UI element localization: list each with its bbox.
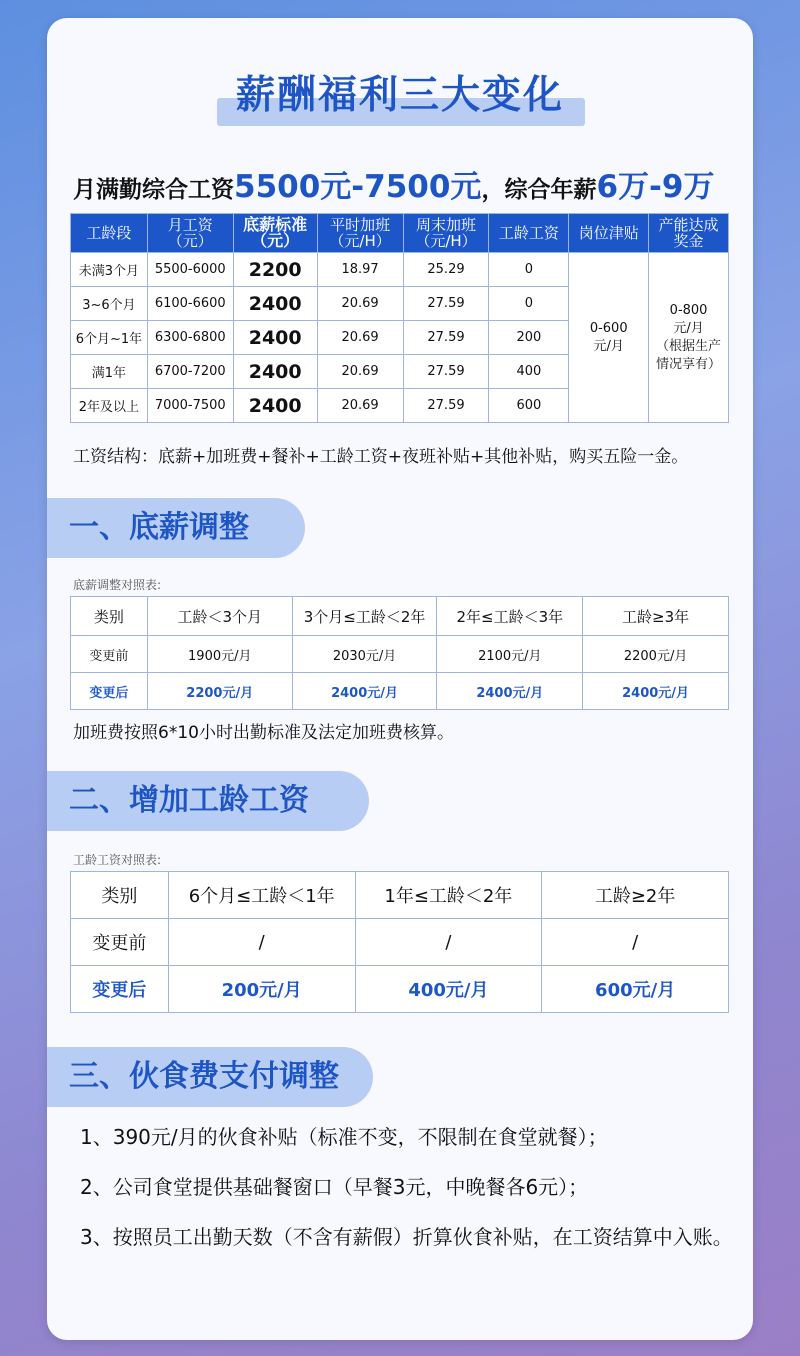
table-cell: / (355, 919, 542, 966)
monthly-cell: 6100-6600 (147, 287, 233, 321)
seniority-cell: 6个月~1年 (71, 321, 148, 355)
summary-mid: ，综合年薪 (481, 177, 597, 203)
summary-prefix: 月满勤综合工资 (73, 177, 234, 203)
table-cell: 2400元/月 (437, 673, 583, 710)
list-item: 3、按照员工出勤天数（不含有薪假）折算伙食补贴，在工资结算中入账。 (80, 1225, 733, 1249)
table-cell: 2400元/月 (292, 673, 437, 710)
poster-card (47, 18, 753, 1340)
table-cell: 类别 (71, 872, 169, 919)
bonus-cell: 0-800 元/月 （根据生产 情况享有） (649, 253, 729, 423)
header-cell: 底薪标准 （元） (233, 214, 317, 253)
table-cell: 类别 (71, 597, 148, 636)
seniority-pay-cell: 200 (489, 321, 569, 355)
table-row (71, 966, 729, 1013)
table-cell: 变更前 (71, 919, 169, 966)
annual-range: 6万-9万 (596, 169, 715, 205)
header-cell: 平时加班 （元/H） (317, 214, 403, 253)
weekend-ot-cell: 27.59 (403, 321, 489, 355)
table-cell: 2400元/月 (583, 673, 729, 710)
table-cell: 2200元/月 (583, 636, 729, 673)
table-row (71, 253, 729, 287)
table-cell: 3个月≤工龄＜2年 (292, 597, 437, 636)
table-row (71, 872, 729, 919)
table-cell: 2200元/月 (147, 673, 292, 710)
weekday-ot-cell: 20.69 (317, 389, 403, 423)
table-cell: 200元/月 (168, 966, 355, 1013)
weekday-ot-cell: 18.97 (317, 253, 403, 287)
table-cell: 2030元/月 (292, 636, 437, 673)
list-item: 1、390元/月的伙食补贴（标准不变，不限制在食堂就餐）； (80, 1125, 608, 1149)
section-heading-base-pay: 一、底薪调整 (47, 498, 305, 558)
base-cell: 2400 (233, 389, 317, 423)
seniority-cell: 2年及以上 (71, 389, 148, 423)
page-title: 薪酬福利三大变化 (235, 73, 564, 118)
weekday-ot-cell: 20.69 (317, 355, 403, 389)
seniority-cell: 满1年 (71, 355, 148, 389)
table-cell: 600元/月 (542, 966, 729, 1013)
header-cell: 岗位津贴 (569, 214, 649, 253)
salary-summary (73, 161, 714, 206)
base-cell: 2400 (233, 355, 317, 389)
base-cell: 2400 (233, 321, 317, 355)
header-cell: 产能达成 奖金 (649, 214, 729, 253)
table-row (71, 636, 729, 673)
seniority-pay-cell: 0 (489, 253, 569, 287)
overtime-note: 加班费按照6*10小时出勤标准及法定加班费核算。 (73, 723, 454, 743)
weekday-ot-cell: 20.69 (317, 287, 403, 321)
table-cell: 2年≤工龄＜3年 (437, 597, 583, 636)
salary-structure-note: 工资结构：底薪+加班费+餐补+工龄工资+夜班补贴+其他补贴，购买五险一金。 (73, 447, 689, 467)
allowance-cell: 0-600 元/月 (569, 253, 649, 423)
seniority-cell: 未满3个月 (71, 253, 148, 287)
table-cell: 工龄≥3年 (583, 597, 729, 636)
base-pay-caption: 底薪调整对照表: (73, 578, 162, 592)
header-cell: 周末加班 （元/H） (403, 214, 489, 253)
table-cell: 工龄≥2年 (542, 872, 729, 919)
seniority-caption: 工龄工资对照表: (73, 853, 162, 867)
seniority-pay-cell: 600 (489, 389, 569, 423)
header-cell: 工龄工资 (489, 214, 569, 253)
monthly-cell: 6300-6800 (147, 321, 233, 355)
weekend-ot-cell: 27.59 (403, 389, 489, 423)
weekend-ot-cell: 27.59 (403, 355, 489, 389)
monthly-cell: 7000-7500 (147, 389, 233, 423)
base-cell: 2400 (233, 287, 317, 321)
salary-table (70, 213, 729, 423)
seniority-pay-cell: 0 (489, 287, 569, 321)
table-cell: 1900元/月 (147, 636, 292, 673)
section-heading-seniority: 二、增加工龄工资 (47, 771, 369, 831)
seniority-pay-cell: 400 (489, 355, 569, 389)
weekday-ot-cell: 20.69 (317, 321, 403, 355)
table-cell: / (168, 919, 355, 966)
seniority-table (70, 871, 729, 1013)
base-cell: 2200 (233, 253, 317, 287)
table-row (71, 597, 729, 636)
table-cell: 2100元/月 (437, 636, 583, 673)
header-cell: 工龄段 (71, 214, 148, 253)
weekend-ot-cell: 27.59 (403, 287, 489, 321)
header-cell: 月工资 （元） (147, 214, 233, 253)
table-row (71, 919, 729, 966)
table-cell: 变更前 (71, 636, 148, 673)
table-cell: 变更后 (71, 966, 169, 1013)
seniority-cell: 3~6个月 (71, 287, 148, 321)
weekend-ot-cell: 25.29 (403, 253, 489, 287)
section-heading-meals: 三、伙食费支付调整 (47, 1047, 373, 1107)
table-cell: 400元/月 (355, 966, 542, 1013)
list-item: 2、公司食堂提供基础餐窗口（早餐3元，中晚餐各6元）； (80, 1175, 589, 1199)
base-pay-table (70, 596, 729, 710)
table-cell: 工龄＜3个月 (147, 597, 292, 636)
salary-table-header (71, 214, 729, 253)
meal-list (80, 1123, 740, 1273)
monthly-cell: 5500-6000 (147, 253, 233, 287)
table-cell: 变更后 (71, 673, 148, 710)
monthly-cell: 6700-7200 (147, 355, 233, 389)
table-cell: 6个月≤工龄＜1年 (168, 872, 355, 919)
table-row (71, 673, 729, 710)
table-cell: 1年≤工龄＜2年 (355, 872, 542, 919)
monthly-range: 5500元-7500元 (234, 169, 482, 205)
table-cell: / (542, 919, 729, 966)
